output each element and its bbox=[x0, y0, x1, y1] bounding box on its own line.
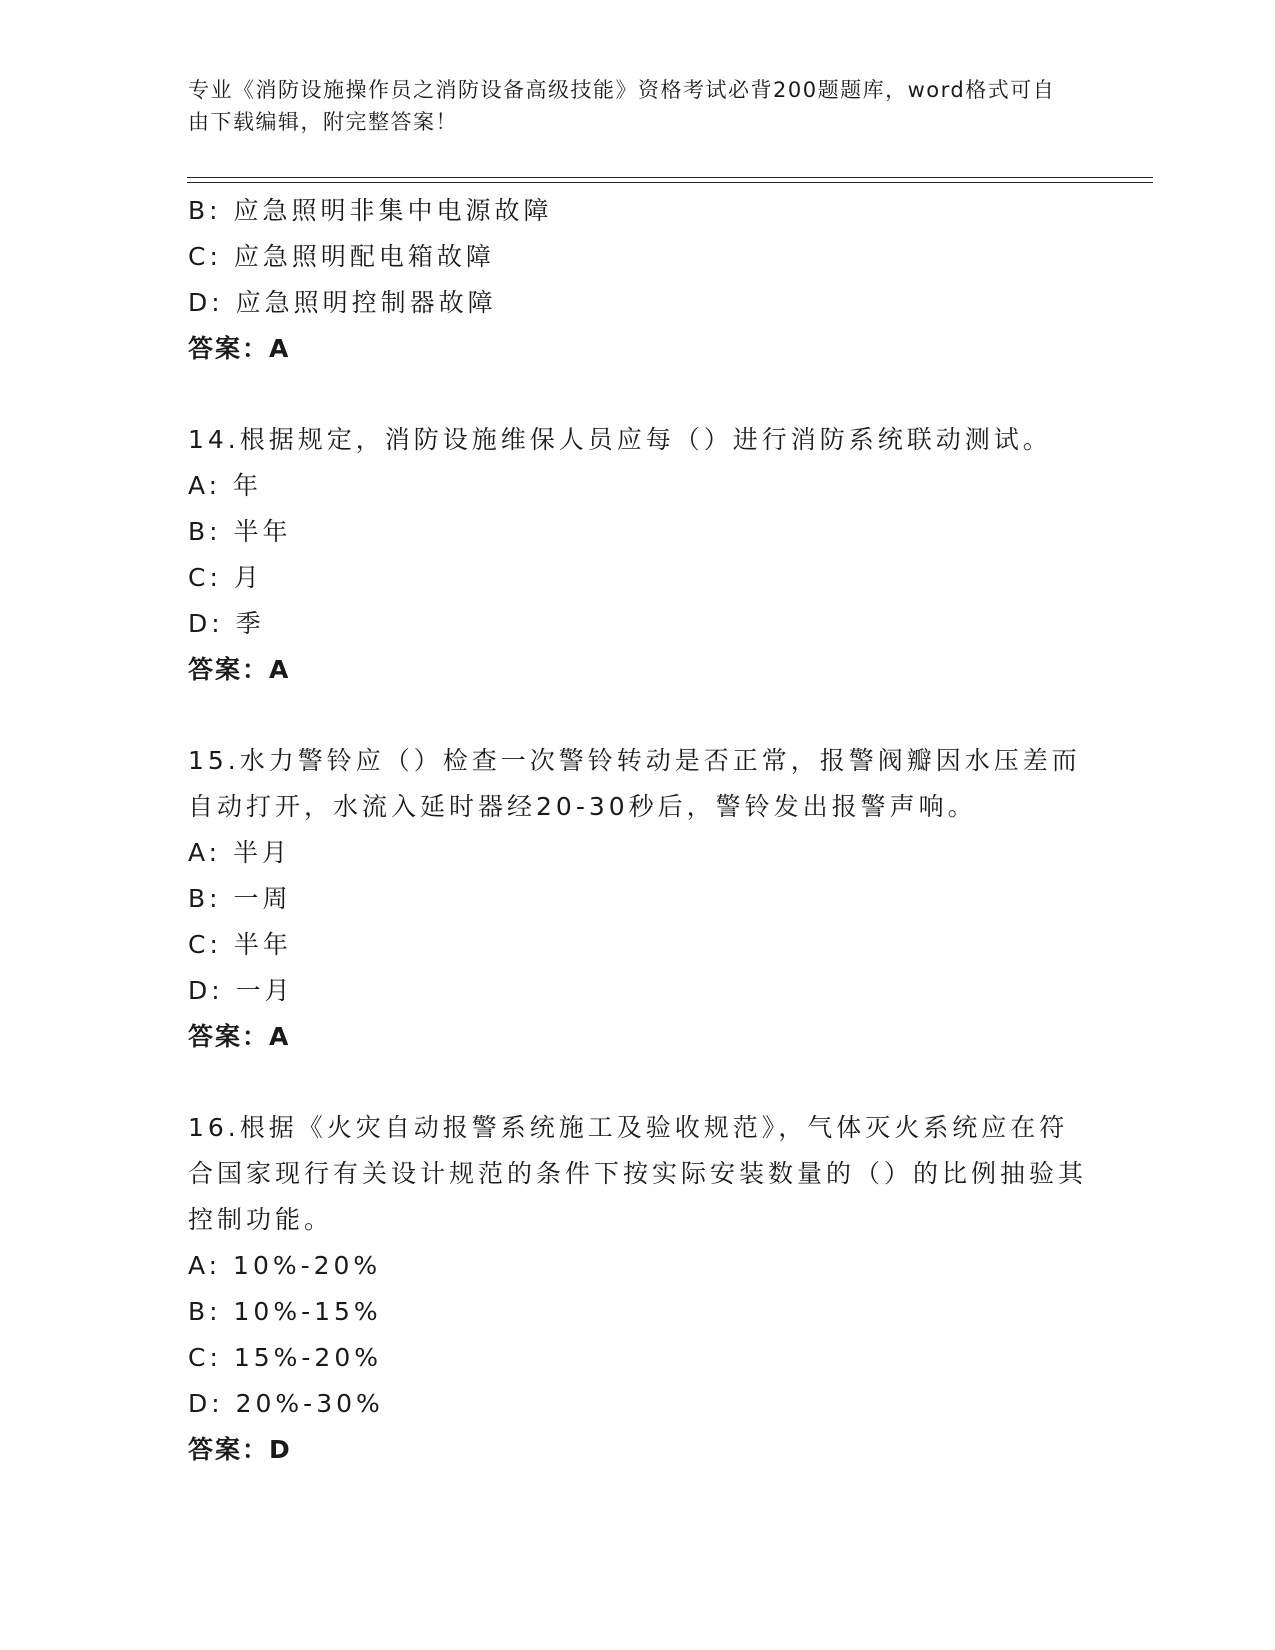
option-b: B: 半年 bbox=[188, 517, 292, 546]
header-divider-bottom bbox=[187, 182, 1153, 183]
spacer bbox=[188, 372, 1088, 417]
answer-line: 答案：A bbox=[188, 1022, 291, 1051]
question-text: 15.水力警铃应（）检查一次警铃转动是否正常，报警阀瓣因水压差而自动打开，水流入延时器经20-30秒后，警铃发出报警声响。 bbox=[188, 746, 1081, 821]
option-d: D: 20%-30% bbox=[188, 1389, 384, 1418]
option-c: C: 半年 bbox=[188, 930, 292, 959]
answer-line: 答案：D bbox=[188, 1435, 292, 1464]
question-content bbox=[188, 188, 1088, 1473]
option-c: C: 月 bbox=[188, 563, 263, 592]
question-14 bbox=[188, 417, 1088, 693]
question-13-continued bbox=[188, 188, 1088, 372]
answer-line: 答案：A bbox=[188, 655, 291, 684]
question-16 bbox=[188, 1105, 1088, 1473]
option-d: D: 季 bbox=[188, 609, 265, 638]
document-header: 专业《消防设施操作员之消防设备高级技能》资格考试必背200题题库，word格式可自由下载编辑，附完整答案！ bbox=[188, 78, 1056, 134]
header-divider-top bbox=[187, 177, 1153, 178]
option-d: D: 应急照明控制器故障 bbox=[188, 288, 497, 317]
option-c: C: 应急照明配电箱故障 bbox=[188, 242, 495, 271]
spacer bbox=[188, 693, 1088, 738]
question-text: 14.根据规定，消防设施维保人员应每（）进行消防系统联动测试。 bbox=[188, 425, 1052, 454]
option-b: B: 应急照明非集中电源故障 bbox=[188, 196, 553, 225]
option-a: A: 半月 bbox=[188, 838, 292, 867]
option-b: B: 10%-15% bbox=[188, 1297, 382, 1326]
option-a: A: 10%-20% bbox=[188, 1251, 382, 1280]
option-b: B: 一周 bbox=[188, 884, 292, 913]
option-a: A: 年 bbox=[188, 471, 263, 500]
option-d: D: 一月 bbox=[188, 976, 294, 1005]
question-text: 16.根据《火灾自动报警系统施工及验收规范》，气体灭火系统应在符合国家现行有关设计规范的条件下按实际安装数量的（）的比例抽验其控制功能。 bbox=[188, 1113, 1088, 1234]
answer-line: 答案：A bbox=[188, 334, 291, 363]
question-15 bbox=[188, 738, 1088, 1060]
spacer bbox=[188, 1060, 1088, 1105]
option-c: C: 15%-20% bbox=[188, 1343, 382, 1372]
